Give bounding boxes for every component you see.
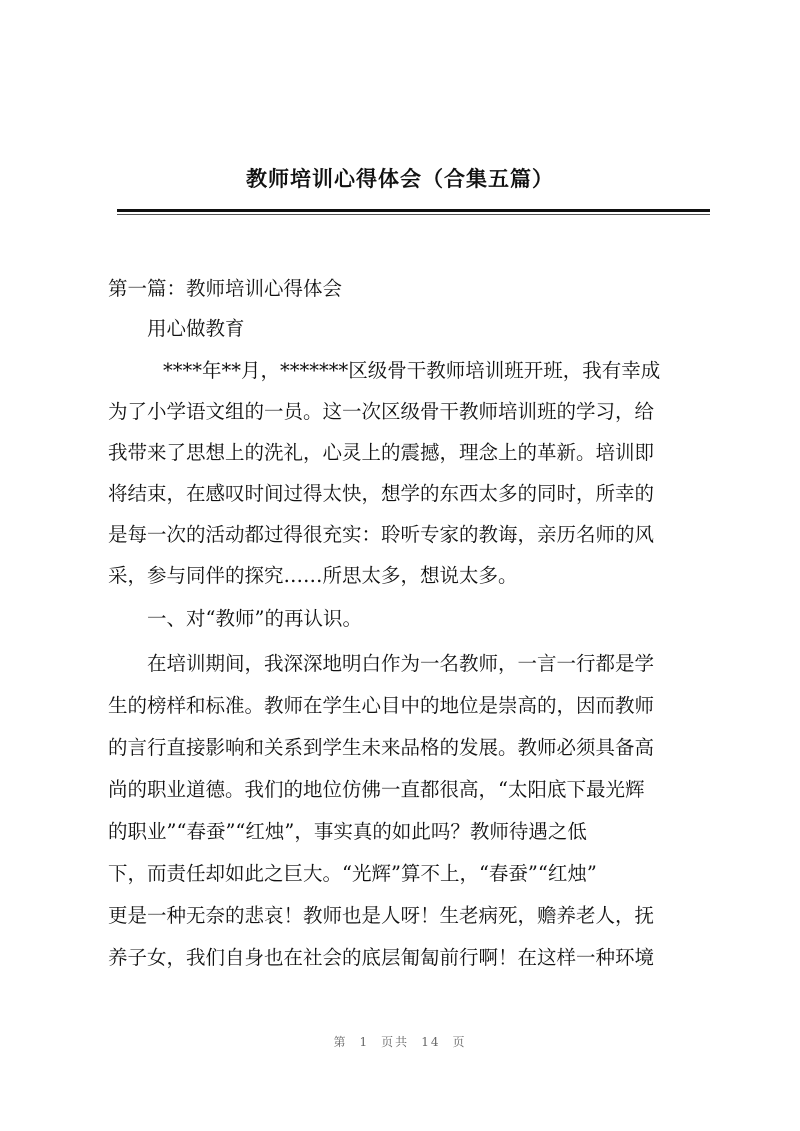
page-footer bbox=[0, 1033, 800, 1050]
body-line: 养子女，我们自身也在社会的底层匍匐前行啊！在这样一种环境 bbox=[108, 946, 655, 969]
body-line: 更是一种无奈的悲哀！教师也是人呀！生老病死，赡养老人，抚 bbox=[108, 904, 655, 927]
body-line: 生的榜样和标准。教师在学生心目中的地位是崇高的，因而教师 bbox=[108, 694, 655, 717]
body-line: 下，而责任却如此之巨大。“光辉”算不上，“春蚕”“红烛” bbox=[108, 862, 597, 885]
footer-label-end: 页 bbox=[452, 1035, 467, 1049]
title-rule-thin bbox=[117, 214, 710, 215]
subheading: 用心做教育 bbox=[147, 317, 245, 340]
section-heading: 第一篇：教师培训心得体会 bbox=[108, 277, 343, 300]
body-line: 采，参与同伴的探究……所思太多，想说太多。 bbox=[108, 564, 518, 587]
title-rule bbox=[117, 209, 710, 212]
body-line: 尚的职业道德。我们的地位仿佛一直都很高，“太阳底下最光辉 bbox=[108, 778, 645, 801]
body-line: 的职业”“春蚕”“红烛”，事实真的如此吗？教师待遇之低 bbox=[108, 820, 587, 843]
body-line: 将结束，在感叹时间过得太快，想学的东西太多的同时，所幸的 bbox=[108, 482, 655, 505]
footer-current-page: 1 bbox=[359, 1035, 370, 1049]
body-line: 是每一次的活动都过得很充实：聆听专家的教诲，亲历名师的风 bbox=[108, 523, 655, 546]
body-line: 我带来了思想上的洗礼，心灵上的震撼，理念上的革新。培训即 bbox=[108, 441, 655, 464]
footer-label-total: 页共 bbox=[381, 1035, 410, 1049]
footer-label-page: 第 bbox=[333, 1035, 348, 1049]
footer-total-pages: 14 bbox=[421, 1035, 441, 1049]
document-title: 教师培训心得体会（合集五篇） bbox=[246, 167, 554, 191]
body-line: 在培训期间，我深深地明白作为一名教师，一言一行都是学 bbox=[147, 652, 655, 675]
body-line: 的言行直接影响和关系到学生未来品格的发展。教师必须具备高 bbox=[108, 736, 655, 759]
body-line: 为了小学语文组的一员。这一次区级骨干教师培训班的学习，给 bbox=[108, 400, 655, 423]
body-line: ****年**月，*******区级骨干教师培训班开班，我有幸成 bbox=[163, 359, 661, 382]
section-subheading: 一、对“教师”的再认识。 bbox=[147, 607, 362, 630]
